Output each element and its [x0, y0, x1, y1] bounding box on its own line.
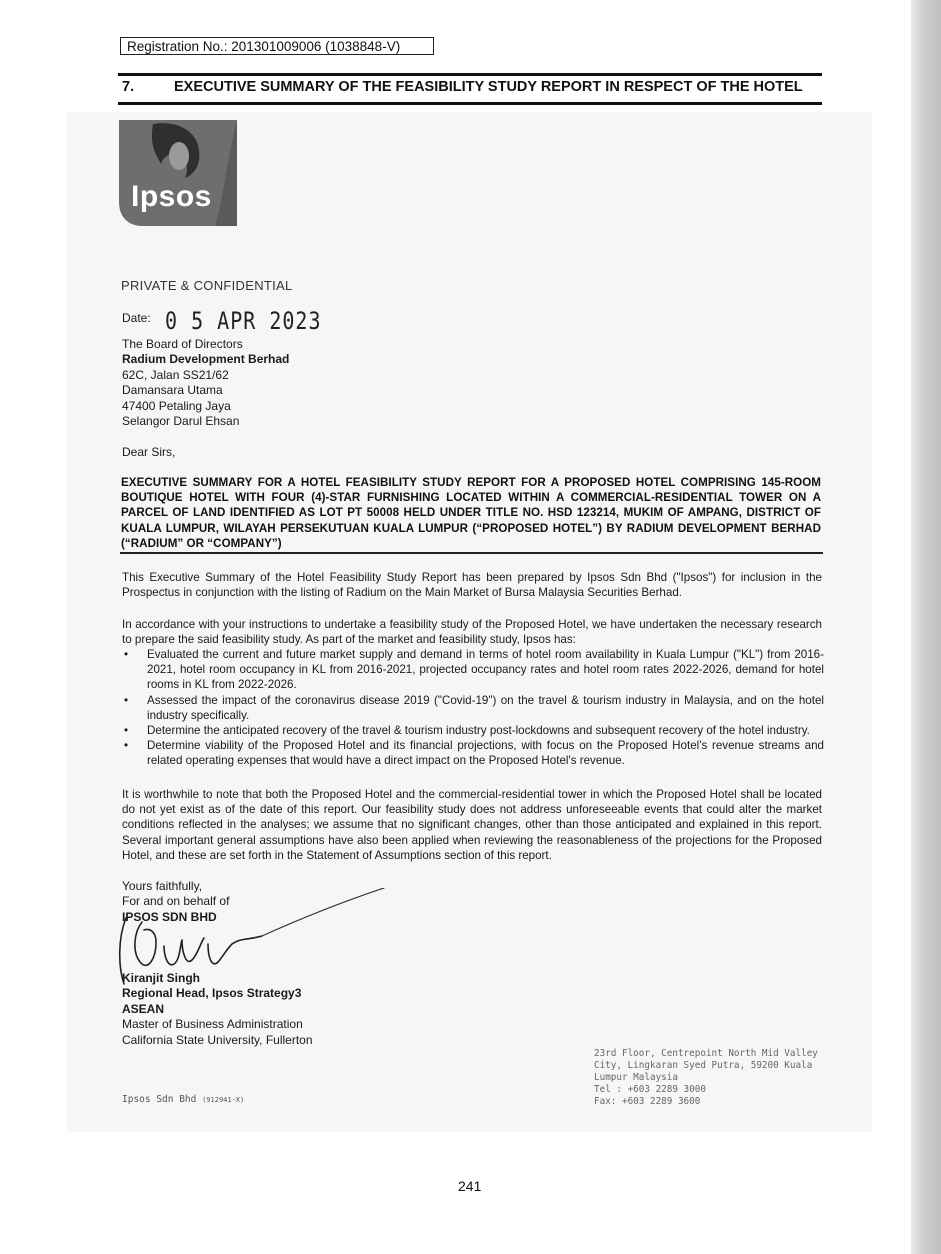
subject-divider	[120, 552, 823, 554]
bullet-text: Determine viability of the Proposed Hotel and its financial projections, with focus on the Proposed Hotel's revenue streams and related operating expenses that would have a direct impact on the Proposed Hotel's revenue.	[147, 739, 824, 768]
signatory-university: California State University, Fullerton	[122, 1032, 313, 1047]
list-item	[122, 723, 824, 738]
address-company: Radium Development Berhad	[122, 352, 290, 367]
section-heading	[118, 73, 822, 105]
closing-line: For and on behalf of	[122, 894, 230, 909]
signatory-region: ASEAN	[122, 1001, 165, 1016]
footer-company	[122, 1094, 244, 1105]
confidential-label: PRIVATE & CONFIDENTIAL	[121, 278, 293, 293]
closing-line: Yours faithfully,	[122, 879, 203, 893]
footer-address	[594, 1048, 818, 1108]
signatory-title: Regional Head, Ipsos Strategy3	[122, 986, 302, 1001]
bullet-text: Assessed the impact of the coronavirus disease 2019 ("Covid-19") on the travel & tourism industry in Malaysia, and on the hotel industry specifically.	[147, 693, 824, 722]
address-line: The Board of Directors	[122, 337, 243, 351]
bullet-icon: •	[124, 693, 129, 707]
bullet-icon: •	[124, 739, 129, 753]
list-item	[122, 738, 824, 768]
scan-page-edge	[911, 0, 941, 1254]
date-label: Date:	[122, 311, 151, 325]
footer-address-line: City, Lingkaran Syed Putra, 59200 Kuala	[594, 1060, 813, 1071]
signatory-block	[122, 971, 313, 1048]
footer-fax: Fax: +603 2289 3600	[594, 1096, 701, 1107]
bullet-text: Determine the anticipated recovery of the travel & tourism industry post-lockdowns and subsequent recovery of the hotel industry.	[147, 724, 810, 738]
bullet-icon: •	[124, 724, 129, 738]
signatory-degree: Master of Business Administration	[122, 1017, 303, 1032]
footer-company-name: Ipsos Sdn Bhd	[122, 1094, 197, 1105]
section-title: EXECUTIVE SUMMARY OF THE FEASIBILITY STUDY REPORT IN RESPECT OF THE HOTEL	[174, 79, 803, 95]
paragraph-scope: In accordance with your instructions to undertake a feasibility study of the Proposed Hotel, we have undertaken the necessary research to prepare the said feasibility study. As part of the market and feasibility study, Ipsos has:	[122, 618, 822, 647]
list-item	[122, 647, 824, 693]
closing-company: IPSOS SDN BHD	[122, 909, 217, 924]
bullet-text: Evaluated the current and future market supply and demand in terms of hotel room availability in Kuala Lumpur ("KL") from 2016-2021, hotel room occupancy in KL from 2016-2021, projected occupancy rates and hotel room rates 2022-2026, demand for hotel rooms in KL from 2022-2026.	[147, 648, 824, 692]
paragraph-intro: This Executive Summary of the Hotel Feasibility Study Report has been prepared by Ipsos Sdn Bhd ("Ipsos") for inclusion in the Prospectus in conjunction with the listing of Radium on the Main Market of Bursa Malaysia Securities Berhad.	[122, 571, 822, 600]
registration-number: Registration No.: 201301009006 (1038848-V)	[120, 37, 434, 55]
list-item	[122, 693, 824, 723]
address-line: Selangor Darul Ehsan	[122, 414, 240, 429]
logo-text: Ipsos	[131, 180, 212, 213]
address-line: Damansara Utama	[122, 383, 223, 398]
address-line: 62C, Jalan SS21/62	[122, 367, 229, 382]
scope-bullet-list	[122, 647, 824, 769]
page-number: 241	[458, 1178, 482, 1194]
footer-tel: Tel : +603 2289 3000	[594, 1084, 706, 1095]
recipient-address	[122, 337, 289, 429]
signatory-name: Kiranjit Singh	[122, 971, 200, 985]
address-line: 47400 Petaling Jaya	[122, 398, 231, 413]
letter-subject: EXECUTIVE SUMMARY FOR A HOTEL FEASIBILITY STUDY REPORT FOR A PROPOSED HOTEL COMPRISING 145-ROOM BOUTIQUE HOTEL WITH FOUR (4)-STAR FURNISHING LOCATED WITHIN A COMMERCIAL-RESIDENTIAL TOWER ON A PARCEL OF LAND IDENTIFIED AS LOT PT 50008 HELD UNDER TITLE NO. HSD 123214, MUKIM OF AMPANG, DISTRICT OF KUALA LUMPUR, WILAYAH PERSEKUTUAN KUALA LUMPUR (“PROPOSED HOTEL”) BY RADIUM DEVELOPMENT BERHAD (“RADIUM” OR “COMPANY”)	[121, 476, 821, 550]
section-number: 7.	[122, 79, 135, 95]
ipsos-logo	[119, 120, 237, 226]
salutation: Dear Sirs,	[122, 445, 176, 459]
footer-company-reg: (912941-X)	[202, 1096, 245, 1104]
paragraph-assumptions: It is worthwhile to note that both the Proposed Hotel and the commercial-residential tower in which the Proposed Hotel shall be located do not yet exist as of the date of this report. Our feasibility study does not address unforeseeable events that could alter the market conditions reflected in the analyses; we assume that no significant changes, other than those anticipated and explained in this report. Several important general assumptions have also been applied when reviewing the reasonableness of the projections for the Proposed Hotel, and these are set forth in the Statement of Assumptions section of this report.	[122, 788, 822, 862]
bullet-icon: •	[124, 648, 129, 661]
footer-address-line: Lumpur Malaysia	[594, 1072, 678, 1083]
date-stamp: 0 5 APR 2023	[165, 306, 322, 335]
footer-address-line: 23rd Floor, Centrepoint North Mid Valley	[594, 1048, 818, 1059]
